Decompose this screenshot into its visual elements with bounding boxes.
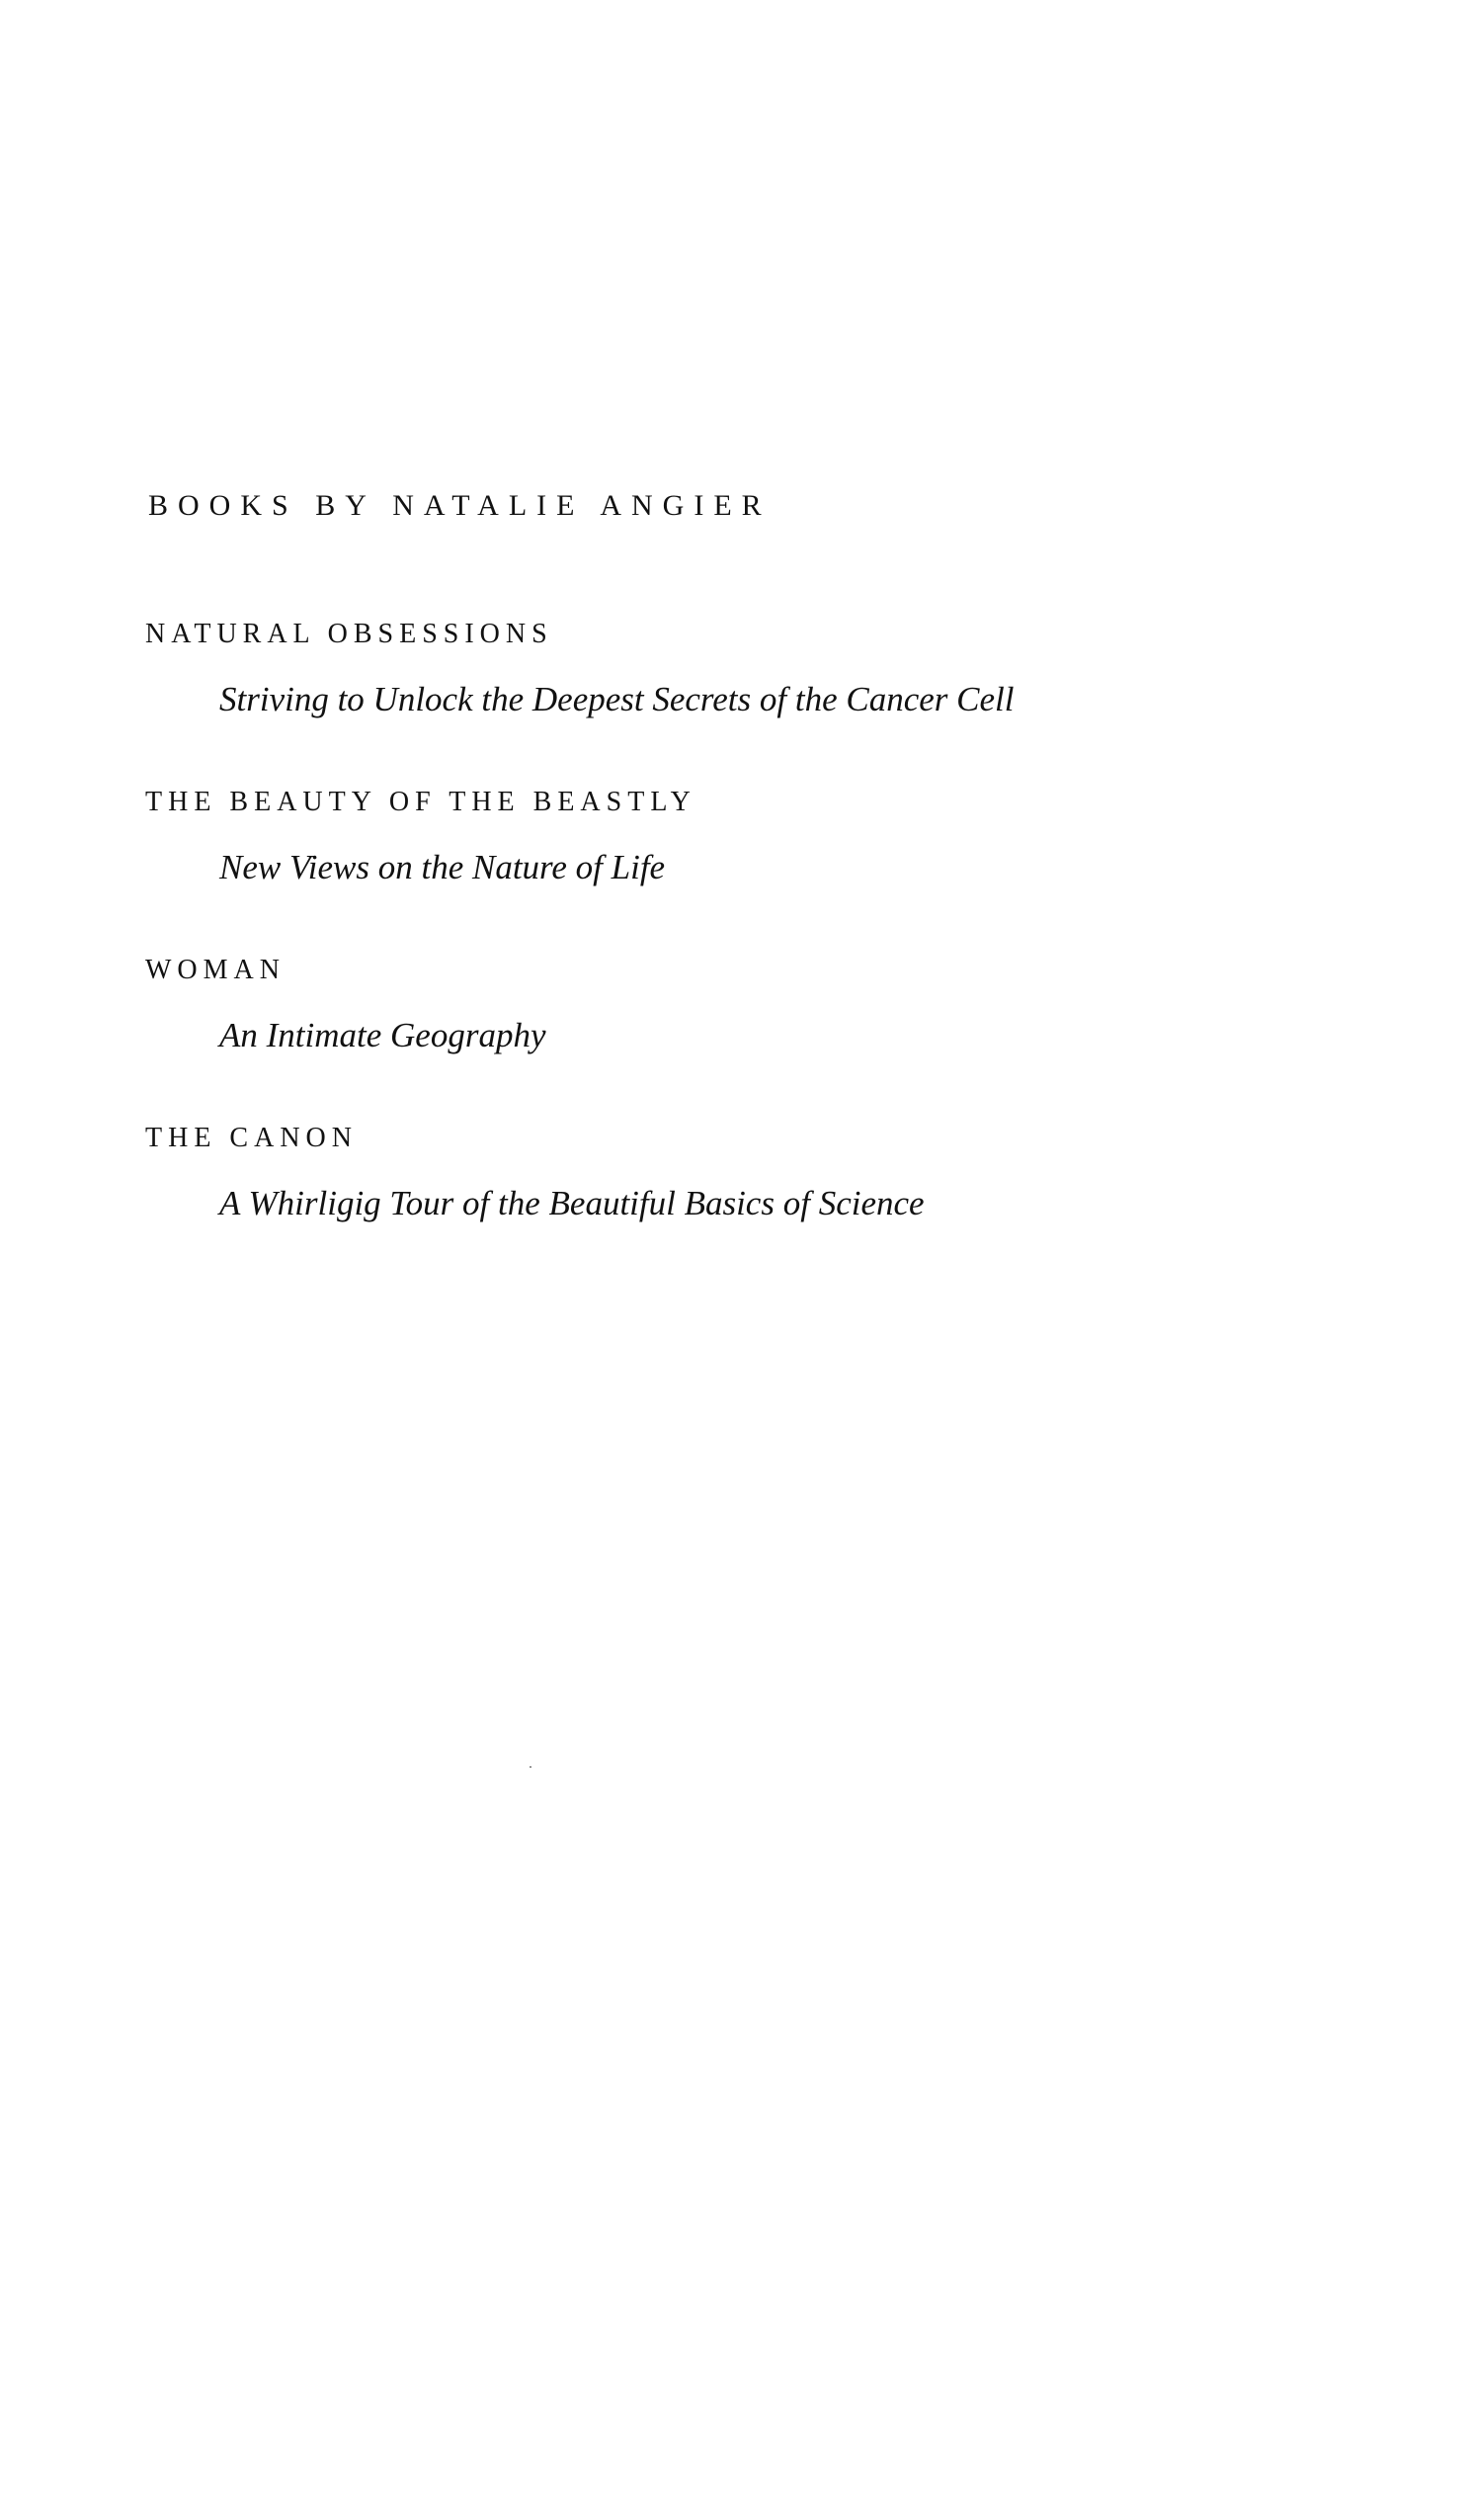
book-title: NATURAL OBSESSIONS	[145, 619, 553, 649]
page-heading: BOOKS BY NATALIE ANGIER	[148, 489, 772, 522]
book-entry	[145, 615, 1331, 783]
book-subtitle: New Views on the Nature of Life	[219, 848, 666, 886]
book-entry	[145, 1119, 1331, 1287]
scan-speck	[530, 1766, 531, 1768]
book-subtitle: An Intimate Geography	[219, 1016, 546, 1054]
book-title: THE CANON	[145, 1123, 358, 1153]
book-subtitle: Striving to Unlock the Deepest Secrets of the Cancer Cell	[219, 680, 1015, 718]
book-subtitle: A Whirligig Tour of the Beautiful Basics of Science	[219, 1184, 925, 1222]
books-list	[145, 615, 1331, 1287]
book-title: WOMAN	[145, 955, 286, 985]
book-entry	[145, 783, 1331, 951]
book-title: THE BEAUTY OF THE BEASTLY	[145, 787, 696, 817]
book-entry	[145, 951, 1331, 1119]
